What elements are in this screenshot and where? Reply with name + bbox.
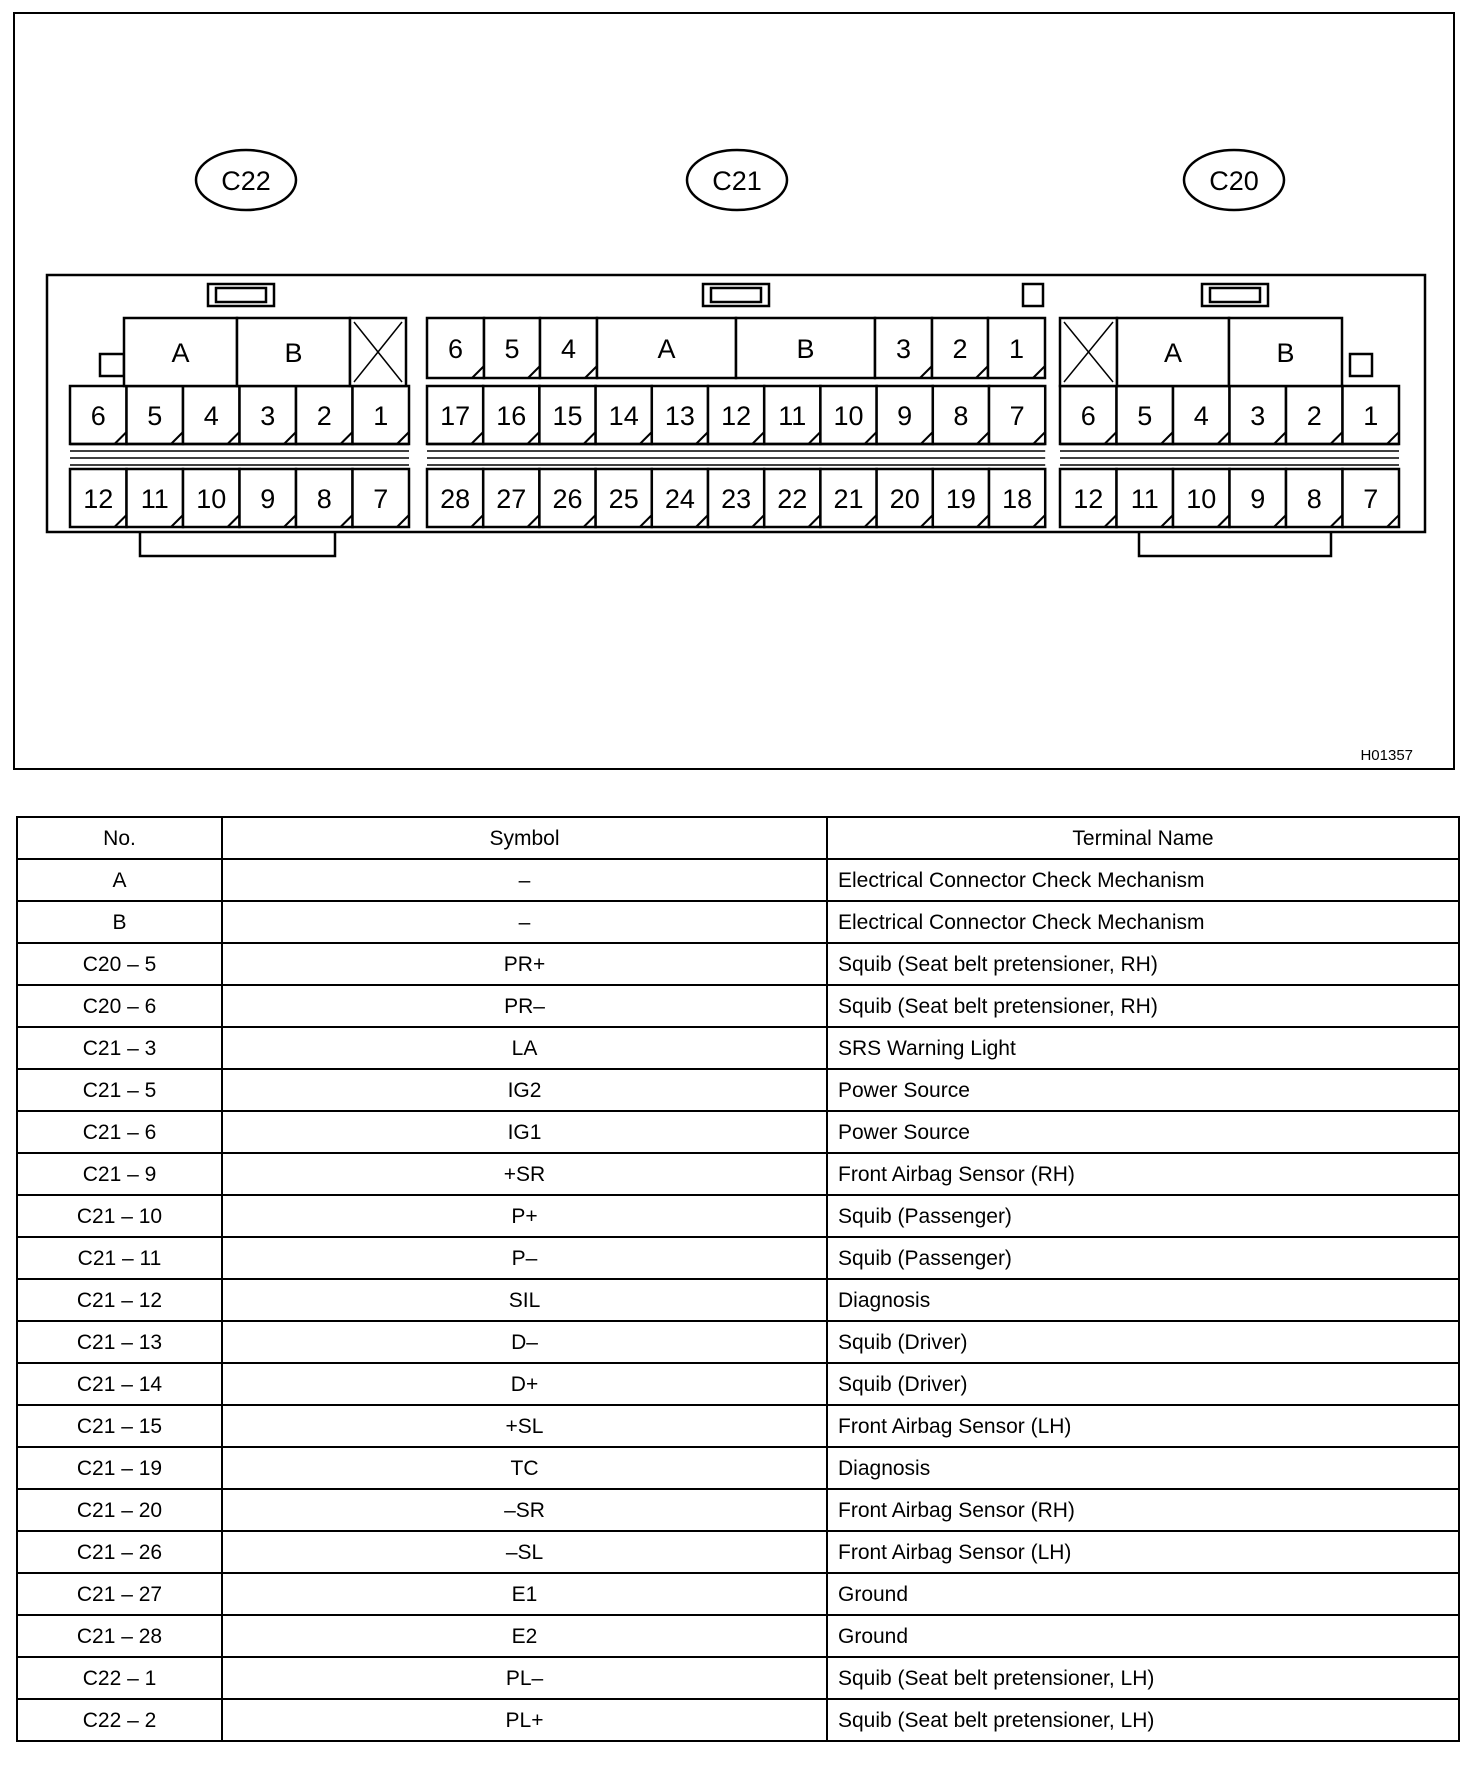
table-row: [17, 1615, 1459, 1657]
terminal-label: 8: [1306, 484, 1322, 514]
terminal-symbol: +SL: [222, 1405, 827, 1447]
terminal-label: 12: [1073, 484, 1104, 514]
connector-label-c22: C22: [221, 166, 271, 196]
connector-label-c20: C20: [1209, 166, 1259, 196]
terminal-symbol: IG1: [222, 1111, 827, 1153]
table-row: [17, 1405, 1459, 1447]
terminal-label: 18: [1002, 484, 1033, 514]
terminal-name: Squib (Passenger): [827, 1195, 1459, 1237]
terminal-number: C21 – 14: [17, 1363, 222, 1405]
terminal-number: C21 – 15: [17, 1405, 222, 1447]
terminal-symbol: –: [222, 901, 827, 943]
terminal-label: 9: [260, 484, 276, 514]
terminal-label: 2: [952, 334, 968, 364]
c22-bottom-tab: [140, 532, 335, 556]
terminal-number: C21 – 20: [17, 1489, 222, 1531]
terminal-label: 4: [203, 401, 219, 431]
terminal-label: 8: [316, 484, 332, 514]
c20-bottom-tab: [1139, 532, 1331, 556]
terminal-number: A: [17, 859, 222, 901]
terminal-label: 15: [552, 401, 583, 431]
header-terminal-name: Terminal Name: [827, 817, 1459, 859]
terminal-label: 6: [90, 401, 106, 431]
terminal-symbol: D–: [222, 1321, 827, 1363]
terminal-label: 21: [833, 484, 864, 514]
terminal-number: C22 – 1: [17, 1657, 222, 1699]
terminal-number: C21 – 27: [17, 1573, 222, 1615]
terminal-label: 7: [1363, 484, 1379, 514]
table-row: [17, 1699, 1459, 1741]
terminal-label: 7: [373, 484, 389, 514]
terminal-number: C21 – 13: [17, 1321, 222, 1363]
connector-drawing: [15, 14, 1453, 768]
terminal-name: Squib (Seat belt pretensioner, LH): [827, 1699, 1459, 1741]
check-mechanism-label: A: [657, 334, 676, 364]
terminal-label: 10: [1186, 484, 1217, 514]
terminal-label: 14: [608, 401, 639, 431]
terminal-symbol: D+: [222, 1363, 827, 1405]
terminal-name: Electrical Connector Check Mechanism: [827, 901, 1459, 943]
terminal-name: Ground: [827, 1573, 1459, 1615]
terminal-label: 1: [1008, 334, 1025, 364]
table-row: [17, 1027, 1459, 1069]
table-row: [17, 1237, 1459, 1279]
table-row: [17, 1657, 1459, 1699]
terminal-number: C21 – 28: [17, 1615, 222, 1657]
terminal-label: 10: [833, 401, 864, 431]
table-row: [17, 859, 1459, 901]
terminal-name: Front Airbag Sensor (RH): [827, 1489, 1459, 1531]
terminal-name: Front Airbag Sensor (LH): [827, 1405, 1459, 1447]
terminal-symbol: TC: [222, 1447, 827, 1489]
check-mechanism-label: A: [1163, 338, 1183, 368]
terminal-name: SRS Warning Light: [827, 1027, 1459, 1069]
terminal-label: 2: [316, 401, 332, 431]
table-row: [17, 1363, 1459, 1405]
terminal-name: Squib (Driver): [827, 1363, 1459, 1405]
connector-label-c21: C21: [712, 166, 762, 196]
terminal-label: 5: [147, 401, 163, 431]
table-row: [17, 1153, 1459, 1195]
terminal-symbol: –SL: [222, 1531, 827, 1573]
table-row: [17, 901, 1459, 943]
header-symbol: Symbol: [222, 817, 827, 859]
terminal-label: 11: [140, 484, 169, 514]
terminal-label: 5: [504, 334, 520, 364]
table-row: [17, 943, 1459, 985]
terminal-label: 24: [664, 484, 695, 514]
terminal-label: 22: [777, 484, 808, 514]
terminal-label: 8: [953, 401, 969, 431]
check-mechanism-label: B: [796, 334, 815, 364]
terminal-label: 4: [1193, 401, 1209, 431]
terminal-number: C22 – 2: [17, 1699, 222, 1741]
terminal-label: 2: [1306, 401, 1322, 431]
terminal-number: C20 – 6: [17, 985, 222, 1027]
terminal-name: Electrical Connector Check Mechanism: [827, 859, 1459, 901]
terminal-number: C21 – 10: [17, 1195, 222, 1237]
terminal-name: Squib (Seat belt pretensioner, RH): [827, 943, 1459, 985]
terminal-label: 3: [895, 334, 912, 364]
terminal-table-container: [16, 816, 1458, 1742]
terminal-name: Diagnosis: [827, 1447, 1459, 1489]
table-row: [17, 1195, 1459, 1237]
terminal-table: [16, 816, 1460, 1742]
terminal-symbol: PL–: [222, 1657, 827, 1699]
terminal-label: 6: [447, 334, 464, 364]
table-row: [17, 1321, 1459, 1363]
terminal-symbol: –: [222, 859, 827, 901]
terminal-label: 12: [721, 401, 752, 431]
table-row: [17, 1279, 1459, 1321]
terminal-name: Squib (Seat belt pretensioner, LH): [827, 1657, 1459, 1699]
table-row: [17, 1573, 1459, 1615]
terminal-number: C21 – 12: [17, 1279, 222, 1321]
terminal-label: 11: [778, 401, 807, 431]
table-row: [17, 1069, 1459, 1111]
terminal-number: C21 – 6: [17, 1111, 222, 1153]
terminal-label: 16: [496, 401, 527, 431]
terminal-number: C21 – 5: [17, 1069, 222, 1111]
terminal-label: 10: [196, 484, 227, 514]
terminal-name: Ground: [827, 1615, 1459, 1657]
terminal-name: Squib (Passenger): [827, 1237, 1459, 1279]
terminal-symbol: –SR: [222, 1489, 827, 1531]
terminal-symbol: SIL: [222, 1279, 827, 1321]
terminal-symbol: E2: [222, 1615, 827, 1657]
terminal-symbol: E1: [222, 1573, 827, 1615]
terminal-number: C20 – 5: [17, 943, 222, 985]
terminal-label: 11: [1130, 484, 1159, 514]
terminal-label: 23: [721, 484, 752, 514]
terminal-number: C21 – 9: [17, 1153, 222, 1195]
table-row: [17, 1111, 1459, 1153]
check-mechanism-label: B: [1276, 338, 1295, 368]
terminal-label: 27: [496, 484, 527, 514]
terminal-name: Power Source: [827, 1111, 1459, 1153]
terminal-label: 7: [1009, 401, 1025, 431]
terminal-symbol: PR–: [222, 985, 827, 1027]
terminal-label: 20: [889, 484, 920, 514]
check-mechanism-label: A: [171, 338, 190, 368]
terminal-name: Squib (Driver): [827, 1321, 1459, 1363]
table-row: [17, 1447, 1459, 1489]
terminal-symbol: P+: [222, 1195, 827, 1237]
terminal-label: 19: [945, 484, 976, 514]
terminal-label: 28: [440, 484, 471, 514]
terminal-name: Squib (Seat belt pretensioner, RH): [827, 985, 1459, 1027]
table-header-row: [17, 817, 1459, 859]
terminal-name: Power Source: [827, 1069, 1459, 1111]
terminal-symbol: +SR: [222, 1153, 827, 1195]
terminal-name: Diagnosis: [827, 1279, 1459, 1321]
terminal-label: 4: [560, 334, 577, 364]
terminal-number: C21 – 19: [17, 1447, 222, 1489]
connector-diagram: [13, 12, 1455, 770]
terminal-label: 3: [260, 401, 276, 431]
terminal-label: 13: [664, 401, 695, 431]
terminal-label: 6: [1080, 401, 1096, 431]
terminal-symbol: PL+: [222, 1699, 827, 1741]
terminal-label: 9: [1250, 484, 1266, 514]
terminal-label: 5: [1137, 401, 1153, 431]
terminal-number: C21 – 3: [17, 1027, 222, 1069]
terminal-label: 1: [373, 401, 389, 431]
terminal-name: Front Airbag Sensor (RH): [827, 1153, 1459, 1195]
terminal-label: 25: [608, 484, 639, 514]
terminal-number: C21 – 11: [17, 1237, 222, 1279]
table-row: [17, 1531, 1459, 1573]
terminal-label: 9: [897, 401, 913, 431]
terminal-symbol: P–: [222, 1237, 827, 1279]
terminal-name: Front Airbag Sensor (LH): [827, 1531, 1459, 1573]
table-row: [17, 1489, 1459, 1531]
header-no: No.: [17, 817, 222, 859]
terminal-symbol: LA: [222, 1027, 827, 1069]
figure-code: H01357: [1360, 747, 1413, 764]
terminal-label: 1: [1363, 401, 1379, 431]
terminal-label: 26: [552, 484, 583, 514]
terminal-symbol: PR+: [222, 943, 827, 985]
terminal-label: 17: [440, 401, 471, 431]
table-row: [17, 985, 1459, 1027]
terminal-number: B: [17, 901, 222, 943]
check-mechanism-label: B: [284, 338, 303, 368]
terminal-label: 3: [1250, 401, 1266, 431]
terminal-number: C21 – 26: [17, 1531, 222, 1573]
terminal-symbol: IG2: [222, 1069, 827, 1111]
terminal-label: 12: [83, 484, 114, 514]
